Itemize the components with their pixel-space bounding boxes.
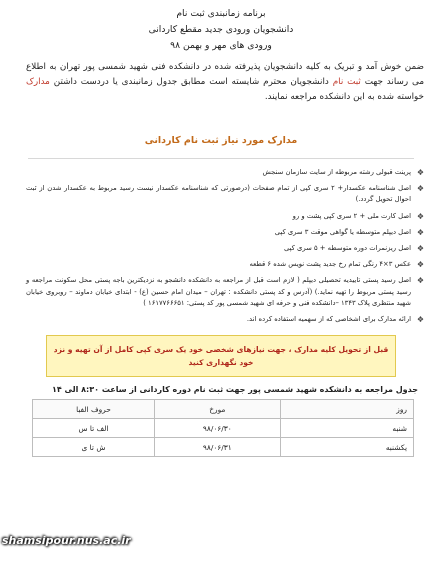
table-row [33, 419, 414, 438]
document-item [26, 183, 424, 205]
cell-date: ۹۸/۰۶/۳۰ [154, 419, 280, 438]
document-item [26, 243, 424, 254]
document-item [26, 259, 424, 270]
bottom-band [0, 551, 442, 561]
document-text: ارائه مدارک برای اشخاصی که از سهمیه استفاده کرده اند. [246, 315, 411, 324]
document-text: اصل دیپلم متوسطه یا گواهی موقت ۳ سری کپی [274, 227, 411, 236]
document-text: پرینت قبولی رشته مربوطه از سایت سازمان سنجش [262, 168, 411, 176]
copy-notice-box: قبل از تحویل کلیه مدارک ، جهت نیازهای شخصی خود یک سری کپی کامل از آن تهیه و نزد خود نگهداری کنید [46, 335, 396, 377]
table-header-row [33, 400, 414, 419]
required-documents-title: مدارک مورد نیاز ثبت نام کاردانی [144, 135, 298, 146]
document-item [26, 227, 424, 238]
intro-text-3: خواسته شده به این دانشکده مراجعه نمایند. [264, 92, 424, 102]
header-subtitle: دانشجویان ورودی جدید مقطع کاردانی [148, 24, 294, 35]
bullet-icon: ❖ [416, 315, 424, 325]
bullet-icon: ❖ [416, 168, 424, 177]
bullet-icon: ❖ [416, 227, 424, 237]
cell-letters: ش تا ی [33, 438, 155, 457]
document-item [26, 167, 424, 178]
bullet-icon: ❖ [416, 184, 424, 194]
bullet-icon: ❖ [416, 276, 424, 286]
intro-highlight-documents: مدارک [26, 77, 50, 87]
column-header-date: مورخ [154, 400, 280, 419]
section-divider [28, 158, 414, 159]
cell-day: شنبه [280, 419, 413, 438]
document-text: اصل شناسنامه عکسدار+ ۲ سری کپی از تمام صفحات (درصورتی که شناسنامه عکسدار نیست رسید مربوط به عکسدار شدن از ثبت احوال تحویل گردد.) [26, 184, 411, 204]
announcement-header [0, 6, 442, 54]
cell-letters: الف تا س [33, 419, 155, 438]
document-item [26, 275, 424, 309]
schedule-title: جدول مراجعه به دانشکده شهید شمسی پور جهت ثبت نام دوره کاردانی از ساعت ۸:۳۰ الی ۱۴ [51, 385, 418, 395]
required-documents-list [26, 167, 424, 325]
document-item [26, 314, 424, 325]
document-item [26, 211, 424, 222]
intro-paragraph [26, 60, 424, 105]
site-watermark: shamsipour.nus.ac.ir [2, 534, 131, 547]
cell-day: یکشنبه [280, 438, 413, 457]
intro-highlight-registration: ثبت نام [332, 77, 361, 87]
header-intake: ورودی های مهر و بهمن ۹۸ [170, 40, 272, 51]
table-row [33, 438, 414, 457]
bullet-icon: ❖ [416, 260, 424, 270]
schedule-table [32, 399, 414, 457]
header-title: برنامه زمانبندی ثبت نام [176, 8, 266, 19]
intro-text-2: دانشجویان محترم شایسته است مطابق جدول زمانبندی یا دردست داشتن [53, 77, 329, 87]
column-header-letters: حروف الفبا [33, 400, 155, 419]
column-header-day: روز [280, 400, 413, 419]
cell-date: ۹۸/۰۶/۳۱ [154, 438, 280, 457]
document-text: اصل ریزنمرات دوره متوسطه + ۵ سری کپی [283, 244, 411, 253]
document-text: اصل کارت ملی + ۲ سری کپی پشت و رو [292, 211, 411, 220]
bullet-icon: ❖ [416, 211, 424, 221]
intro-text-1: ضمن خوش آمد و تبریک به کلیه دانشجویان پذیرفته شده در دانشکده فنی شهید شمسی پور تهران به اطلاع می رساند جهت [26, 62, 425, 87]
bullet-icon: ❖ [416, 244, 424, 254]
document-text: عکس ۳×۴ رنگی تمام رخ جدید پشت نویس شده ۶ قطعه [249, 260, 411, 269]
document-text: اصل رسید پستی تاییدیه تحصیلی دیپلم ( لازم است قبل از مراجعه به دانشکده دانشجو به نزدیکترین باجه پستی محل سکونت مراجعه و رسید پستی مربوط را تهیه نماید.) (آدرس و کد پستی دانشکده : تهران – میدان امام حسین (ع) - ابتدای خیابان دماوند – روبروی خیابان شهید منتظری پلاک ۱۳۴۳ –دانشکده فنی و حرفه ای شهید شمسی پور کد پستی: ۱۶۱۷۷۶۶۶۵۱ ) [26, 276, 411, 307]
